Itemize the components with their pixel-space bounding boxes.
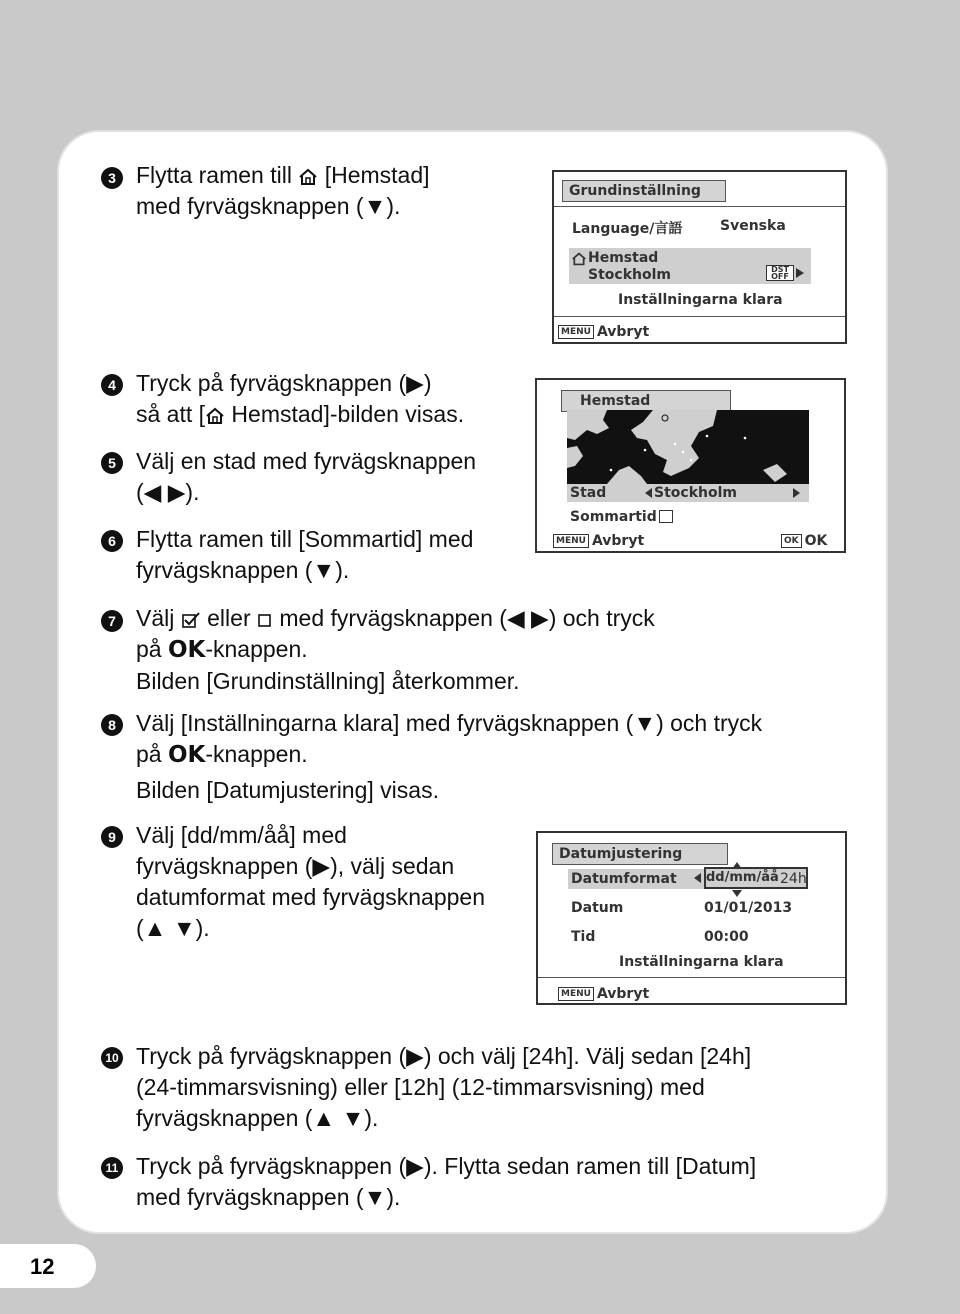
screen2-dst-label: Sommartid: [570, 509, 657, 525]
step-5-line2: (◀ ▶).: [136, 479, 200, 505]
checked-box-icon: [181, 611, 201, 629]
step-8-text: [136, 708, 762, 806]
step-10-line2: (24-timmarsvisning) eller [12h] (12-timmarsvisning) med: [136, 1074, 705, 1100]
step-9-line4: (▲ ▼).: [136, 915, 210, 941]
step-10-text: [136, 1041, 751, 1134]
screen1-footer: [558, 324, 649, 340]
screen3-format-label: Datumformat: [571, 871, 677, 887]
page-number: 12: [30, 1254, 55, 1279]
step-5-line1: Välj en stad med fyrvägsknappen: [136, 448, 477, 474]
step-number-3: 3: [101, 167, 123, 189]
screen1-hometown-label: Hemstad: [588, 250, 659, 266]
step-10-line3: fyrvägsknappen (▲ ▼).: [136, 1105, 379, 1131]
step-10-line1: Tryck på fyrvägsknappen (▶) och välj [24h]. Välj sedan [24h]: [136, 1043, 752, 1069]
screen2-ok: OK: [804, 533, 828, 549]
step-4-line2a: så att [: [136, 401, 206, 427]
step-4-text: [136, 368, 464, 430]
step-3-line1b: [Hemstad]: [318, 162, 430, 188]
screen3-date-label: Datum: [571, 900, 624, 916]
step-7-line3: Bilden [Grundinställning] återkommer.: [136, 668, 520, 694]
menu-key-icon: MENU: [553, 534, 589, 548]
step-9-line3: datumformat med fyrvägsknappen: [136, 884, 486, 910]
step-7-text: [136, 603, 655, 697]
step-number-7: 7: [101, 610, 123, 632]
screen3-left-arrow-icon: [694, 873, 701, 883]
ok-button-glyph: OK: [167, 742, 206, 768]
step-number-4: 4: [101, 374, 123, 396]
screen2-city-value: Stockholm: [654, 485, 737, 501]
screen2-right-arrow-icon: [793, 488, 800, 498]
screen3-time-format: 24h: [780, 871, 807, 887]
screen3-cancel: Avbryt: [596, 986, 650, 1002]
step-7-line1c: med fyrvägsknappen (◀ ▶) och tryck: [273, 605, 655, 631]
screen1-right-arrow-icon: [796, 268, 804, 278]
home-icon: [298, 168, 318, 186]
step-number-5: 5: [101, 452, 123, 474]
screen1-done: Inställningarna klara: [618, 292, 783, 308]
step-6-line2: fyrvägsknappen (▼).: [136, 557, 350, 583]
step-11-line2: med fyrvägsknappen (▼).: [136, 1184, 401, 1210]
screen3-time-label: Tid: [571, 929, 596, 945]
screen1-cancel: Avbryt: [596, 324, 650, 340]
screen1-hometown-value: Stockholm: [588, 267, 671, 283]
ok-button-glyph: OK: [167, 637, 206, 663]
empty-box-icon: [257, 612, 273, 628]
step-8-line2a: på: [136, 741, 168, 767]
step-8-line1: Välj [Inställningarna klara] med fyrvägsknappen (▼) och tryck: [136, 710, 763, 736]
screen3-tab: Datumjustering: [552, 843, 728, 865]
step-number-8: 8: [101, 714, 123, 736]
menu-key-icon: MENU: [558, 325, 594, 339]
step-7-line1b: eller: [200, 605, 257, 631]
home-icon: [205, 407, 225, 425]
screen-hemstad: [535, 378, 846, 553]
screen3-footer: [558, 986, 649, 1002]
step-6-text: [136, 524, 473, 586]
screen2-footer-ok: [781, 533, 827, 549]
screen1-footer-divider: [554, 316, 845, 317]
menu-key-icon: MENU: [558, 987, 594, 1001]
step-number-11: 11: [101, 1157, 123, 1179]
screen1-divider: [554, 206, 845, 207]
step-3-line1a: Flytta ramen till: [136, 162, 299, 188]
step-7-line2a: på: [136, 636, 168, 662]
dst-off-icon: [766, 265, 794, 281]
ok-key-icon: OK: [781, 534, 802, 548]
step-7-line2b: -knappen.: [205, 636, 308, 662]
step-11-text: [136, 1151, 756, 1213]
screen1-tab: Grundinställning: [562, 180, 726, 202]
step-9-line1: Välj [dd/mm/åå] med: [136, 822, 347, 848]
screen1-home-icon: [571, 252, 587, 266]
world-map: [567, 410, 809, 484]
step-6-line1: Flytta ramen till [Sommartid] med: [136, 526, 474, 552]
step-3-text: [136, 160, 430, 222]
screen2-tab: Hemstad: [561, 390, 731, 412]
step-11-line1: Tryck på fyrvägsknappen (▶). Flytta sedan ramen till [Datum]: [136, 1153, 757, 1179]
screen2-city-label: Stad: [570, 485, 607, 501]
dst-top: DST: [771, 265, 789, 274]
step-3-line2: med fyrvägsknappen (▼).: [136, 193, 401, 219]
dst-bottom: OFF: [771, 272, 789, 281]
step-8-line2b: -knappen.: [205, 741, 308, 767]
step-7-line1a: Välj: [136, 605, 181, 631]
screen3-time-value: 00:00: [704, 929, 749, 945]
screen3-format-value: dd/mm/åå: [706, 870, 779, 885]
screen-datumjustering: [536, 831, 847, 1005]
screen3-done: Inställningarna klara: [619, 954, 784, 970]
step-number-9: 9: [101, 826, 123, 848]
step-5-text: [136, 446, 476, 508]
screen3-date-value: 01/01/2013: [704, 900, 793, 916]
step-number-6: 6: [101, 530, 123, 552]
step-number-10: 10: [101, 1047, 123, 1069]
screen-grundinstallning: [552, 170, 847, 344]
step-9-line2: fyrvägsknappen (▶), välj sedan: [136, 853, 455, 879]
screen2-left-arrow-icon: [645, 488, 652, 498]
screen1-language-value: Svenska: [720, 218, 786, 234]
screen3-down-arrow-icon: [732, 890, 742, 897]
screen2-cancel: Avbryt: [591, 533, 645, 549]
screen2-footer-cancel: [553, 533, 644, 549]
step-4-line2b: Hemstad]-bilden visas.: [225, 401, 465, 427]
step-8-line3: Bilden [Datumjustering] visas.: [136, 777, 439, 803]
step-9-text: [136, 820, 485, 944]
step-4-line1: Tryck på fyrvägsknappen (▶): [136, 370, 432, 396]
screen1-language-label: Language/言語: [572, 221, 683, 237]
screen3-footer-divider: [538, 977, 845, 978]
screen2-dst-checkbox-icon: [659, 510, 673, 523]
